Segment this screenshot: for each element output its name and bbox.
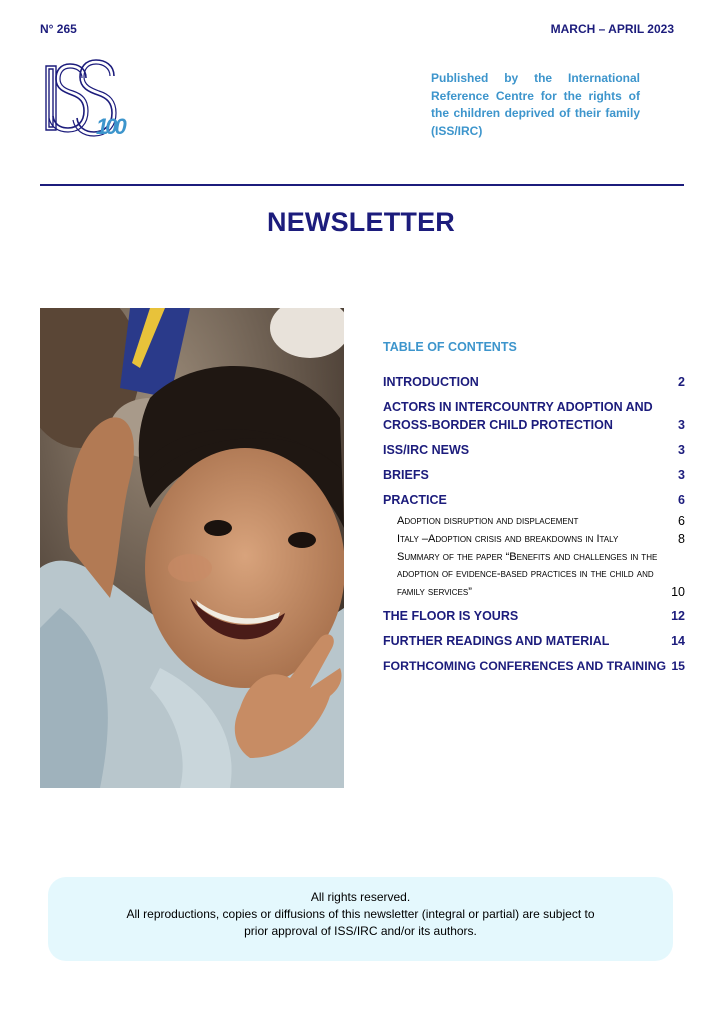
header-divider: [40, 184, 684, 186]
rights-line-1: All rights reserved.: [310, 890, 411, 904]
toc-entry-iss-irc-news[interactable]: [383, 441, 685, 459]
toc-heading: TABLE OF CONTENTS: [383, 340, 517, 354]
toc-subentry-label: Italy –Adoption crisis and breakdowns in Italy: [397, 532, 619, 545]
toc-entry-label: ISS/IRC NEWS: [383, 443, 470, 457]
toc-entry-page: 12: [671, 608, 685, 623]
toc-entry-label: BRIEFS: [383, 468, 429, 482]
publisher-statement: Published by the International Reference Centre for the rights of the children deprived of their family (ISS/IRC): [431, 71, 640, 138]
logo-number: 100: [96, 114, 124, 139]
toc-subentry-summary-paper[interactable]: [397, 549, 685, 602]
toc-entry-briefs[interactable]: [383, 466, 685, 484]
toc-subentry-label: Summary of the paper “Benefits and challenges in the adoption of evidence-based practices in the child and family services”: [397, 550, 658, 599]
toc-entry-page: 15: [671, 658, 685, 673]
issue-date: MARCH – APRIL 2023: [550, 22, 674, 36]
table-of-contents: [383, 340, 685, 682]
toc-entry-actors[interactable]: [383, 398, 685, 434]
toc-entry-page: 6: [678, 493, 685, 507]
newsletter-title: NEWSLETTER: [267, 207, 455, 237]
toc-subentry-page: 6: [678, 514, 685, 528]
rights-line-3: prior approval of ISS/IRC and/or its authors.: [244, 924, 477, 938]
toc-subentry-page: 10: [671, 585, 685, 600]
toc-entry-introduction[interactable]: [383, 373, 685, 391]
rights-notice: [48, 877, 673, 961]
toc-entry-label: THE FLOOR IS YOURS: [383, 608, 519, 623]
toc-subentry-label: Adoption disruption and displacement: [397, 515, 579, 527]
toc-entry-further-readings[interactable]: [383, 632, 685, 650]
toc-entry-label: ACTORS IN INTERCOUNTRY ADOPTION AND CROSS-BORDER CHILD PROTECTION: [383, 400, 653, 432]
toc-entry-label: INTRODUCTION: [383, 375, 479, 389]
child-photo-illustration: [40, 308, 344, 788]
toc-entry-page: 3: [678, 418, 685, 432]
iss-logo: [42, 56, 138, 146]
toc-subentries: [383, 513, 685, 602]
rights-line-2: All reproductions, copies or diffusions of this newsletter (integral or partial) are subject to: [126, 907, 595, 921]
toc-entry-page: 3: [678, 468, 685, 482]
toc-subentry-italy[interactable]: [397, 531, 685, 549]
toc-entry-label: FURTHER READINGS AND MATERIAL: [383, 633, 610, 648]
toc-entry-forthcoming-conferences[interactable]: [383, 657, 685, 675]
cover-photo: [40, 308, 344, 788]
toc-entry-floor-is-yours[interactable]: [383, 607, 685, 625]
issue-number: N° 265: [40, 22, 77, 36]
toc-entry-label: FORTHCOMING CONFERENCES AND TRAINING: [383, 658, 667, 673]
toc-entry-page: 3: [678, 443, 685, 457]
toc-entry-page: 2: [678, 375, 685, 389]
toc-subentry-page: 8: [678, 531, 685, 546]
toc-entry-practice[interactable]: [383, 491, 685, 509]
toc-subentry-adoption-disruption[interactable]: [397, 513, 685, 531]
toc-entry-label: PRACTICE: [383, 493, 447, 507]
toc-entry-page: 14: [671, 633, 685, 648]
